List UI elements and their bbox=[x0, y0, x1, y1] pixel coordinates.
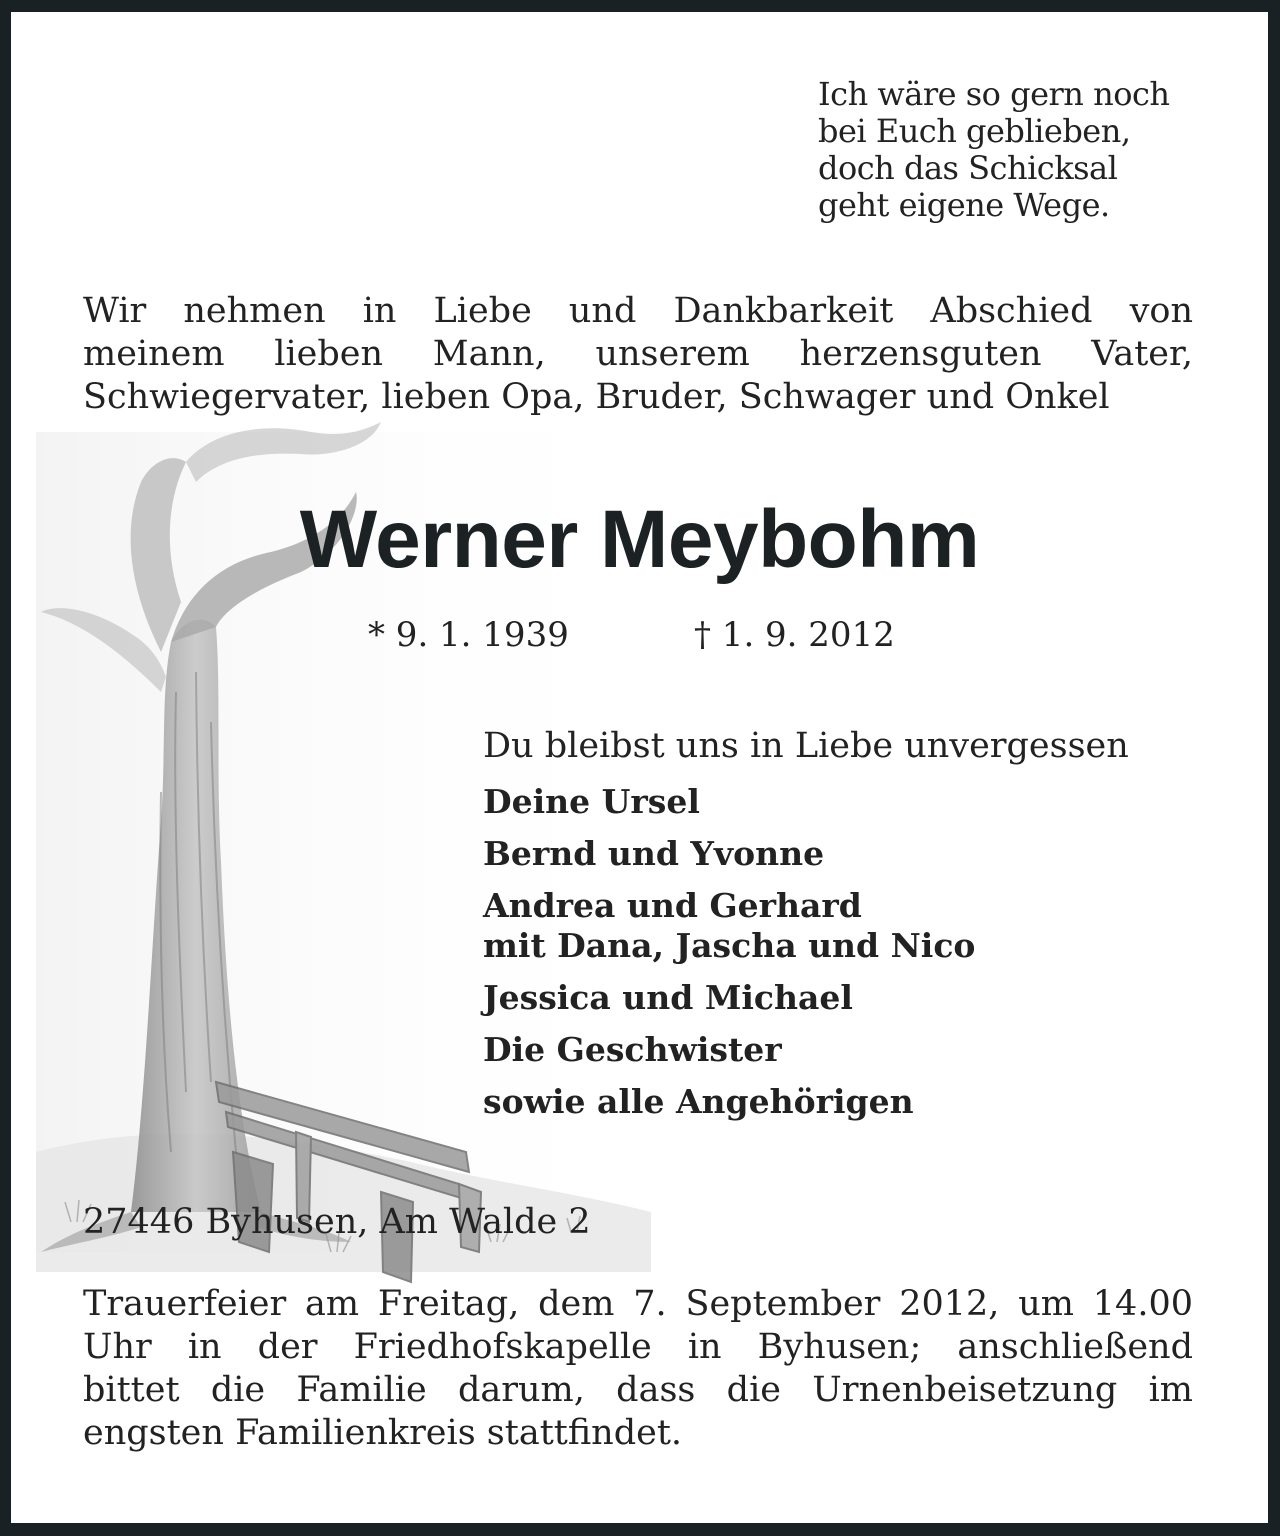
motto-verse bbox=[818, 76, 1238, 224]
funeral-service-info bbox=[83, 1283, 1193, 1455]
mourner-entry bbox=[483, 1082, 975, 1122]
intro-line: Schwiegervater, lieben Opa, Bruder, Schwager und Onkel bbox=[83, 377, 1110, 417]
deceased-name: Werner Meybohm bbox=[299, 494, 980, 585]
mourner-entry bbox=[483, 1030, 975, 1070]
motto-line: geht eigene Wege. bbox=[818, 186, 1110, 224]
motto-line: doch das Schicksal bbox=[818, 149, 1118, 187]
mourner-entry bbox=[483, 978, 975, 1018]
mourner-name: Andrea und Gerhard bbox=[483, 886, 862, 925]
obituary-notice bbox=[11, 12, 1268, 1523]
mourner-entry bbox=[483, 782, 975, 822]
mourner-name: sowie alle Angehörigen bbox=[483, 1082, 914, 1121]
service-line: Trauerfeier am Freitag, dem 7. September 2012, um 14.00 bbox=[83, 1284, 1193, 1324]
service-line: engsten Familienkreis stattfindet. bbox=[83, 1413, 683, 1453]
motto-line: Ich wäre so gern noch bbox=[818, 75, 1170, 113]
service-line: bittet die Familie darum, dass die Urnenbeisetzung im bbox=[83, 1370, 1193, 1410]
motto-line: bei Euch geblieben, bbox=[818, 112, 1131, 150]
intro-line: Wir nehmen in Liebe und Dankbarkeit Abschied von bbox=[83, 291, 1193, 331]
family-address: 27446 Byhusen, Am Walde 2 bbox=[83, 1202, 591, 1242]
mourners-list bbox=[483, 782, 975, 1134]
mourner-name: Die Geschwister bbox=[483, 1030, 782, 1069]
farewell-intro bbox=[83, 290, 1193, 419]
intro-line: meinem lieben Mann, unserem herzensguten Vater, bbox=[83, 334, 1193, 374]
birth-date: * 9. 1. 1939 bbox=[368, 615, 569, 655]
mourner-entry bbox=[483, 834, 975, 874]
mourner-name: Bernd und Yvonne bbox=[483, 834, 825, 873]
mourner-entry bbox=[483, 886, 975, 966]
remembrance-line: Du bleibst uns in Liebe unvergessen bbox=[483, 726, 1129, 766]
mourner-name: Deine Ursel bbox=[483, 782, 700, 821]
mourner-children: mit Dana, Jascha und Nico bbox=[483, 926, 976, 965]
death-date: † 1. 9. 2012 bbox=[694, 615, 895, 655]
service-line: Uhr in der Friedhofskapelle in Byhusen; anschließend bbox=[83, 1327, 1193, 1367]
mourner-name: Jessica und Michael bbox=[483, 978, 853, 1017]
